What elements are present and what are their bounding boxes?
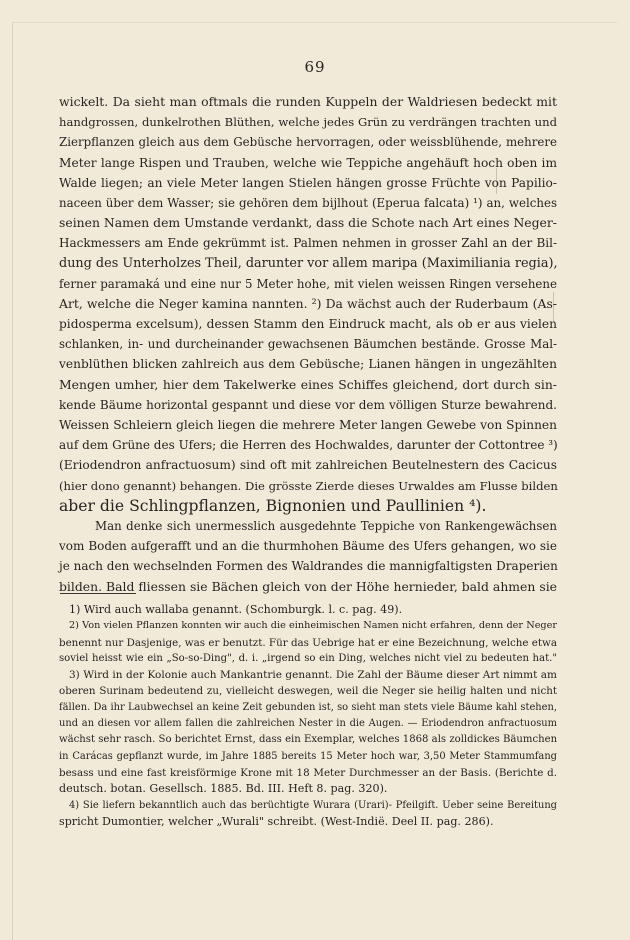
main-text: [59, 92, 557, 597]
footnote-line: fällen. Da ihr Laubwechsel an keine Zeit gebunden ist, so sieht man stets viele Bäume kahl stehen,: [59, 701, 557, 713]
text-line: venblüthen blicken zahlreich aus dem Gebüsche; Lianen hängen in ungezählten: [59, 357, 557, 372]
text-line: Weissen Schleiern gleich liegen die mehrere Meter langen Gewebe von Spinnen: [59, 418, 557, 432]
text-line: vom Boden aufgerafft und an die thurmhohen Bäume des Ufers gehangen, wo sie: [59, 539, 557, 554]
text-line: auf dem Grüne des Ufers; die Herren des Hochwaldes, darunter der Cottontree ³): [59, 438, 558, 453]
paragraph-end-line: aber die Schlingpflanzen, Bignonien und Paullinien ⁴).: [59, 496, 487, 515]
footnote-line: spricht Dumontier, welcher „Wurali" schreibt. (West-Indië. Deel II. pag. 286).: [59, 814, 494, 828]
text-line: wickelt. Da sieht man oftmals die runden Kuppeln der Waldriesen bedeckt mit: [59, 94, 557, 109]
footnote-line: soviel heisst wie ein „So-so-Ding", d. i. „irgend so ein Ding, welches nicht viel zu bedeuten hat.": [59, 652, 557, 664]
text-line: ferner paramaká und eine nur 5 Meter hohe, mit vielen weissen Ringen versehene: [59, 276, 557, 291]
footnotes: [59, 602, 557, 830]
text-line: seinen Namen dem Umstande verdankt, dass die Schote nach Art eines Neger-: [59, 215, 557, 231]
text-line: Meter lange Rispen und Trauben, welche wie Teppiche angehäuft hoch oben im: [59, 155, 557, 170]
text-line: Art, welche die Neger kamina nannten. ²) Da wächst auch der Ruderbaum (As-: [59, 295, 557, 311]
page-number: 69: [304, 58, 326, 76]
text-line: naceen über dem Wasser; sie gehören dem bijlhout (Eperua falcata) ¹) an, welches: [59, 195, 557, 210]
text-line: je nach den wechselnden Formen des Waldrandes die mannigfaltigsten Draperien: [59, 559, 558, 574]
footnote-2: 2) Von vielen Pflanzen konnten wir auch die einheimischen Namen nicht erfahren, denn der Neger: [69, 620, 557, 632]
footnote-4: 4) Sie liefern bekanntlich auch das berüchtigte Wurara (Urari)- Pfeilgift. Ueber seine Bereitung: [69, 799, 557, 811]
footnote-line: oberen Surinam bedeutend zu, vielleicht deswegen, weil die Neger sie heilig halten und nicht: [59, 685, 557, 698]
text-line: Zierpflanzen gleich aus dem Gebüsche hervorragen, oder weissblühende, mehrere: [59, 135, 557, 150]
footnote-line: wächst sehr rasch. So berichtet Ernst, dass ein Exemplar, welches 1868 als zolldickes Bäumchen: [59, 734, 558, 746]
footnote-line: benennt nur Dasjenige, was er benutzt. Für das Uebrige hat er eine Bezeichnung, welche etwa: [59, 636, 557, 649]
text-line: (Eriodendron anfractuosum) sind oft mit zahlreichen Beutelnestern des Cacicus: [59, 458, 557, 473]
footnote-line: und an diesen vor allem fallen die zahlreichen Nester in die Augen. — Eriodendron anfractuosum: [59, 718, 557, 730]
footnote-line: deutsch. botan. Gesellsch. 1885. Bd. III. Heft 8. pag. 320).: [59, 782, 388, 796]
text-line: kende Bäume horizontal gespannt und diese vor dem völligen Sturze bewahrend.: [59, 397, 557, 412]
text-line: Walde liegen; an viele Meter langen Stielen hängen grosse Früchte von Papilio-: [59, 175, 557, 190]
paragraph-indent-line: Man denke sich unermesslich ausgedehnte Teppiche von Rankengewächsen: [95, 518, 557, 533]
footnote-3: 3) Wird in der Kolonie auch Mankantrie genannt. Die Zahl der Bäume dieser Art nimmt am: [69, 669, 557, 682]
text-line: handgrossen, dunkelrothen Blüthen, welche jedes Grün zu verdrängen trachten und: [59, 115, 557, 130]
text-line: schlanken, in- und durcheinander gewachsenen Bäumchen bestände. Grosse Mal-: [59, 337, 557, 352]
footnote-line: besass und eine fast kreisförmige Krone mit 18 Meter Durchmesser an der Basis. (Berichte d.: [59, 766, 557, 779]
text-line: Hackmessers am Ende gekrümmt ist. Palmen nehmen in grosser Zahl an der Bil-: [59, 236, 557, 251]
footnote-rule: [60, 593, 136, 594]
text-line: Mengen umher, hier dem Takelwerke eines Schiffes gleichend, dort durch sin-: [59, 376, 557, 392]
footnote-line: in Carácas gepflanzt wurde, im Jahre 1885 bereits 15 Meter hoch war, 3,50 Meter Stammumfang: [59, 750, 557, 762]
text-line: dung des Unterholzes Theil, darunter vor allem maripa (Maximiliania regia),: [59, 255, 558, 271]
footnote-1: 1) Wird auch wallaba genannt. (Schomburgk. l. c. pag. 49).: [69, 603, 403, 616]
text-line: pidosperma excelsum), dessen Stamm den Eindruck macht, als ob er aus vielen: [59, 317, 557, 332]
text-line: (hier dono genannt) behangen. Die grösste Zierde dieses Urwaldes am Flusse bilden: [59, 478, 558, 493]
text-line: bilden. Bald fliessen sie Bächen gleich von der Höhe hernieder, bald ahmen sie: [59, 578, 557, 594]
